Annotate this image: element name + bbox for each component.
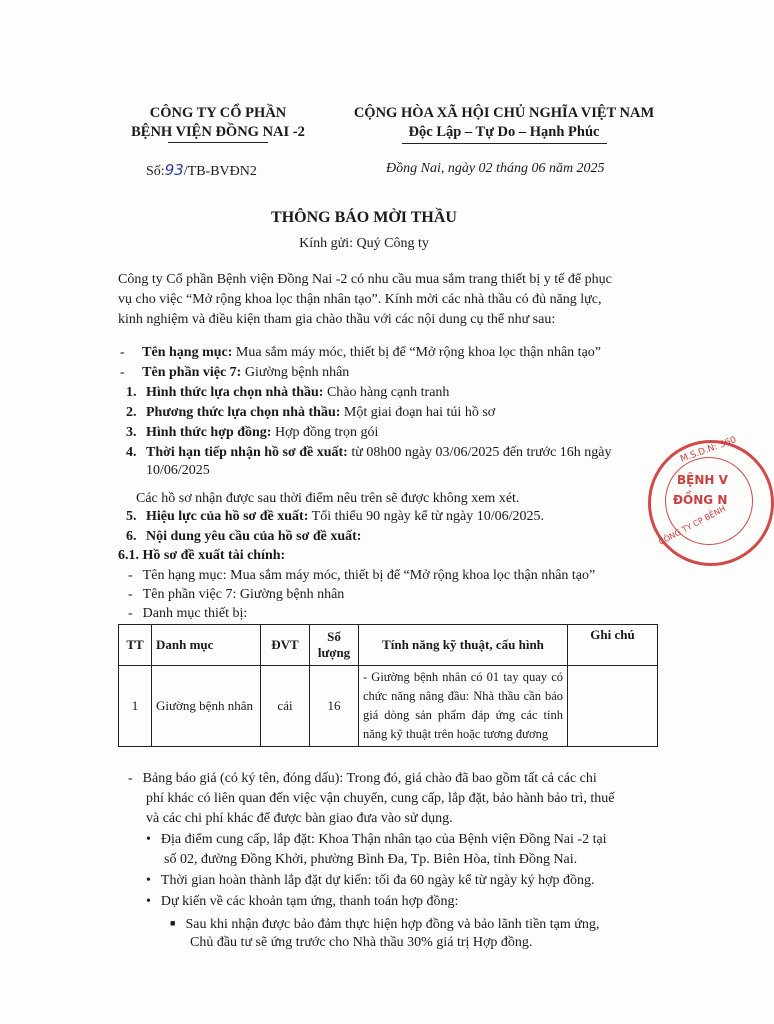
header-spec: Tính năng kỹ thuật, cấu hình: [359, 625, 568, 666]
intro-line-3: kinh nghiệm và điều kiện tham gia chào thầu với các nội dung cụ thể như sau:: [118, 312, 556, 327]
item-part: [120, 363, 349, 383]
dash-bullet: -: [128, 587, 133, 602]
location-line-2: số 02, đường Đồng Khởi, phường Bình Đa, Tp. Biên Hòa, tỉnh Đồng Nai.: [164, 852, 578, 867]
header-unit: ĐVT: [261, 625, 310, 666]
header-tt: TT: [119, 625, 152, 666]
header-note: Ghi chú: [568, 625, 658, 666]
item-6: [126, 527, 361, 547]
intro-line-2: vụ cho việc “Mở rộng khoa lọc thận nhân tạo”. Kính mời các nhà thầu có đủ năng lực,: [118, 292, 602, 307]
document-number: [146, 161, 257, 180]
item-5-label: Hiệu lực của hồ sơ đề xuất:: [146, 509, 309, 524]
national-title: CỘNG HÒA XÃ HỘI CHỦ NGHĨA VIỆT NAM: [353, 105, 655, 121]
item-3-number: 3.: [126, 425, 137, 440]
item-5: [126, 507, 544, 527]
notice-title: THÔNG BÁO MỜI THẦU: [271, 209, 457, 226]
stamp-ring-top: M.S.D.N: 360: [679, 435, 738, 465]
item-1: [126, 383, 449, 403]
item-2-text: Một giai đoạn hai túi hồ sơ: [340, 405, 496, 420]
equipment-table: [118, 624, 658, 747]
item-2: [126, 403, 495, 423]
cell-note: [568, 666, 658, 747]
doc-no-suffix: /TB-BVĐN2: [183, 164, 257, 179]
doc-no-prefix: Số:: [146, 164, 165, 179]
item-3: [126, 423, 378, 443]
advance-text-1: Sau khi nhận được bảo đảm thực hiện hợp đồng và bảo lãnh tiền tạm ứng,: [185, 917, 600, 932]
item-3-label: Hình thức hợp đồng:: [146, 425, 272, 440]
item-4-note: Các hồ sơ nhận được sau thời điểm nêu trên sẽ được không xem xét.: [136, 491, 520, 506]
stamp-ring-bottom: CÔNG TY CP BỆNH: [657, 504, 728, 547]
quote-line-1: [128, 769, 597, 789]
bullet-completion: [146, 871, 594, 891]
item-category-label: Tên hạng mục:: [142, 345, 233, 360]
completion-text: Thời gian hoàn thành lắp đặt dự kiến: tối đa 60 ngày kể từ ngày ký hợp đồng.: [160, 873, 595, 888]
motto-underline: [402, 143, 607, 144]
item-part-text: Giường bệnh nhân: [241, 365, 350, 380]
advance-line-2: Chủ đầu tư sẽ ứng trước cho Nhà thầu 30% giá trị Hợp đồng.: [190, 935, 533, 950]
dot-bullet: •: [146, 873, 151, 888]
item-3-text: Hợp đồng trọn gói: [271, 425, 379, 440]
item-4-continued: 10/06/2025: [146, 463, 210, 478]
sub-item-category: [128, 566, 595, 586]
table-header-row: [119, 625, 658, 666]
bullet-location: [146, 830, 607, 850]
sub-item-part-text: Tên phần việc 7: Giường bệnh nhân: [142, 587, 345, 602]
quote-text-1: Bảng báo giá (có ký tên, đóng dấu): Trong đó, giá chào đã bao gồm tất cả các chi: [142, 771, 597, 786]
sub-item-list-text: Danh mục thiết bị:: [142, 606, 248, 621]
cell-item: Giường bệnh nhân: [152, 666, 261, 747]
dot-bullet: •: [146, 894, 151, 909]
dash-bullet: -: [128, 606, 133, 621]
item-category: [120, 343, 601, 363]
item-1-number: 1.: [126, 385, 137, 400]
company-line-1: CÔNG TY CỔ PHẦN: [149, 105, 287, 121]
doc-no-handwritten: 93: [164, 161, 184, 179]
item-5-number: 5.: [126, 509, 137, 524]
sub-item-part: [128, 585, 344, 605]
company-stamp: [648, 435, 774, 566]
item-6-number: 6.: [126, 529, 137, 544]
dot-bullet: •: [146, 832, 151, 847]
item-4-text: từ 08h00 ngày 03/06/2025 đến trước 16h ngày: [347, 445, 612, 460]
item-4: [126, 443, 612, 463]
company-name: [110, 104, 326, 142]
item-6-label: Nội dung yêu cầu của hồ sơ đề xuất:: [146, 529, 362, 544]
stamp-center-2: ĐỒNG N: [673, 493, 728, 507]
quote-line-2: phí khác có liên quan đến việc vận chuyển, cung cấp, lắp đặt, bảo hành bảo trì, thuế: [146, 791, 615, 806]
item-2-label: Phương thức lựa chọn nhà thầu:: [146, 405, 341, 420]
section-6-1: 6.1. Hồ sơ đề xuất tài chính:: [118, 548, 286, 563]
cell-unit: cái: [261, 666, 310, 747]
stamp-center-1: BỆNH V: [677, 473, 728, 487]
item-4-label: Thời hạn tiếp nhận hồ sơ đề xuất:: [146, 445, 348, 460]
national-header: [334, 104, 674, 142]
greeting: Kính gửi: Quý Công ty: [299, 236, 429, 251]
cell-spec: - Giường bệnh nhân có 01 tay quay có chức năng nâng đầu: Nhà thầu cần báo giá dòng sản phẩm đáp ứng các tính năng kỹ thuật trên hoặc tương đương: [359, 666, 568, 747]
item-part-label: Tên phần việc 7:: [142, 365, 242, 380]
cell-tt: 1: [119, 666, 152, 747]
payment-text: Dự kiến về các khoản tạm ứng, thanh toán hợp đồng:: [160, 894, 459, 909]
dash-bullet: -: [120, 365, 125, 380]
company-line-2: BỆNH VIỆN ĐỒNG NAI -2: [131, 124, 305, 140]
sub-item-category-text: Tên hạng mục: Mua sắm máy móc, thiết bị để “Mở rộng khoa lọc thận nhân tạo”: [142, 568, 596, 583]
header-qty: Số lượng: [310, 625, 359, 666]
dash-bullet: -: [128, 568, 133, 583]
item-1-text: Chào hàng cạnh tranh: [323, 385, 450, 400]
item-4-number: 4.: [126, 445, 137, 460]
national-motto: Độc Lập – Tự Do – Hạnh Phúc: [408, 124, 600, 140]
location-text-1: Địa điểm cung cấp, lắp đặt: Khoa Thận nhân tạo của Bệnh viện Đồng Nai -2 tại: [160, 832, 607, 847]
sub-item-list: [128, 604, 247, 624]
dash-bullet: -: [120, 345, 125, 360]
quote-line-3: và các chi phí khác để được bàn giao đưa vào sử dụng.: [146, 811, 453, 826]
item-1-label: Hình thức lựa chọn nhà thầu:: [146, 385, 324, 400]
cell-qty: 16: [310, 666, 359, 747]
table-row: [119, 666, 658, 747]
item-category-text: Mua sắm máy móc, thiết bị để “Mở rộng khoa lọc thận nhân tạo”: [232, 345, 601, 360]
document-date: Đồng Nai, ngày 02 tháng 06 năm 2025: [386, 161, 605, 176]
square-bullet: ■: [170, 918, 176, 928]
company-underline: [168, 142, 268, 143]
dash-bullet: -: [128, 771, 133, 786]
header-item: Danh mục: [152, 625, 261, 666]
item-5-text: Tối thiểu 90 ngày kể từ ngày 10/06/2025.: [308, 509, 544, 524]
intro-line-1: Công ty Cổ phần Bệnh viện Đồng Nai -2 có nhu cầu mua sắm trang thiết bị y tế để phục: [118, 272, 612, 287]
item-2-number: 2.: [126, 405, 137, 420]
square-item: [170, 913, 599, 935]
bullet-payment: [146, 892, 458, 912]
